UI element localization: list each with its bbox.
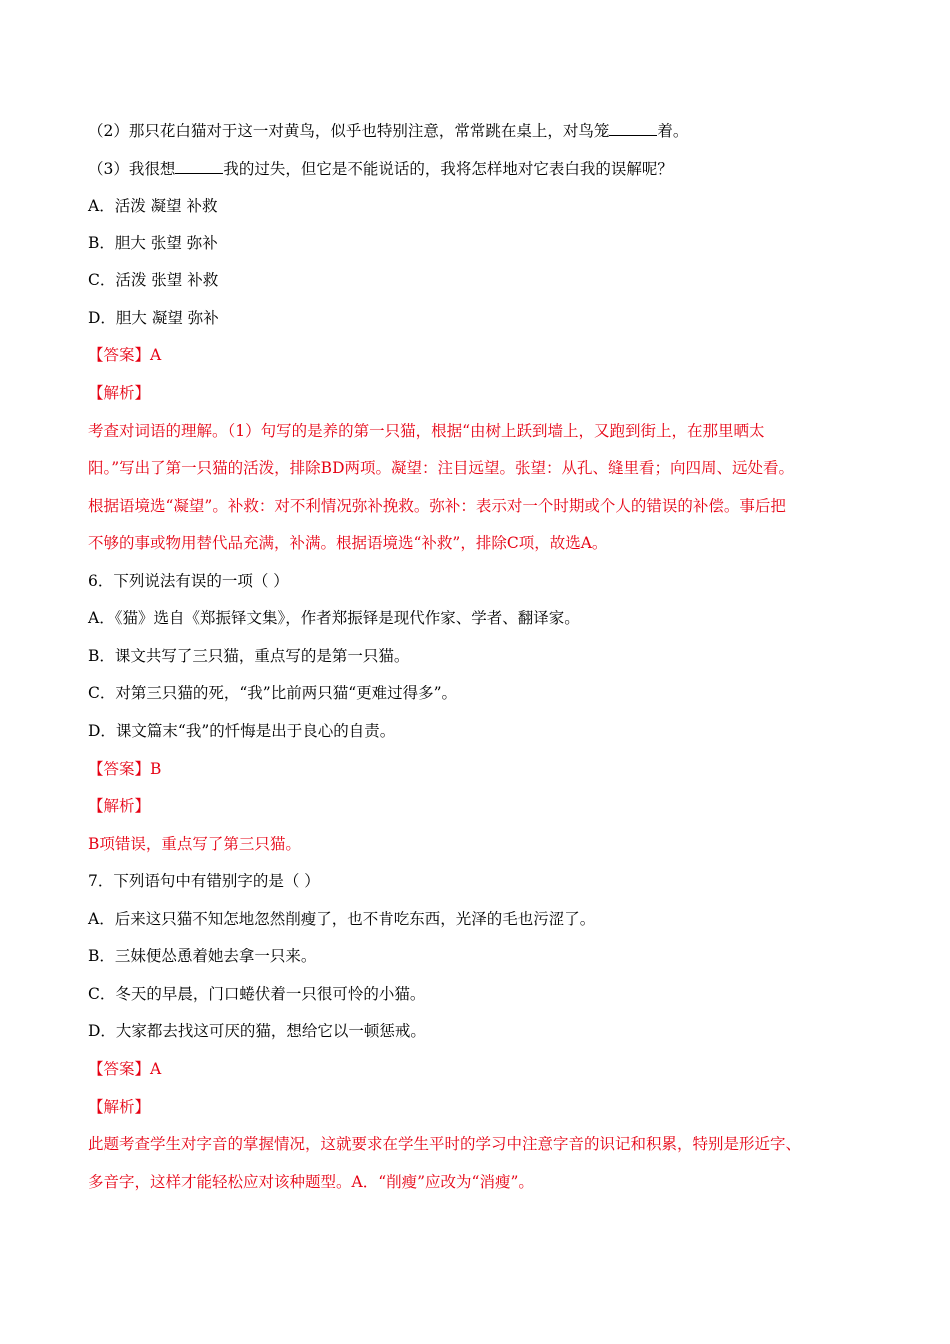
q5-sentence-2-post: 着。 (657, 122, 689, 140)
q6-analysis-label: 【解析】 (88, 797, 151, 815)
q7-stem: 7．下列语句中有错别字的是（ ） (88, 872, 320, 890)
fill-blank (609, 119, 657, 136)
q5-option-d: D．胆大 凝望 弥补 (88, 309, 219, 327)
q7-option-d: D．大家都去找这可厌的猫，想给它以一顿惩戒。 (88, 1022, 426, 1040)
q5-option-c: C．活泼 张望 补救 (88, 271, 219, 289)
q6-option-c: C．对第三只猫的死，“我”比前两只猫“更难过得多”。 (88, 684, 458, 702)
q5-analysis-line: 阳。”写出了第一只猫的活泼，排除BD两项。凝望：注目远望。张望：从孔、缝里看；向四周、远处看。 (88, 459, 794, 477)
q7-analysis-label: 【解析】 (88, 1098, 151, 1116)
q6-option-b: B．课文共写了三只猫，重点写的是第一只猫。 (88, 647, 410, 665)
q7-option-b: B．三妹便怂恿着她去拿一只来。 (88, 947, 317, 965)
q5-sentence-2-pre: （2）那只花白猫对于这一对黄鸟，似乎也特别注意，常常跳在桌上，对鸟笼 (88, 122, 610, 140)
q7-answer: 【答案】A (88, 1060, 162, 1078)
q5-sentence-3-pre: （3）我很想 (88, 160, 176, 178)
q6-answer: 【答案】B (88, 760, 162, 778)
q6-option-d: D．课文篇末“我”的忏悔是出于良心的自责。 (88, 722, 396, 740)
q5-analysis-label: 【解析】 (88, 384, 151, 402)
q5-option-a: A．活泼 凝望 补救 (88, 197, 218, 215)
fill-blank (175, 157, 223, 174)
q7-analysis-line: 此题考查学生对字音的掌握情况，这就要求在学生平时的学习中注意字音的识记和积累，特别是形近字、 (88, 1135, 802, 1153)
q5-sentence-3 (88, 157, 673, 180)
q6-analysis-line: B项错误，重点写了第三只猫。 (88, 835, 301, 853)
q5-analysis-line: 考查对词语的理解。（1）句写的是养的第一只猫，根据“由树上跃到墙上，又跑到街上，在那里晒太 (88, 422, 765, 440)
q5-option-b: B．胆大 张望 弥补 (88, 234, 218, 252)
q5-analysis-line: 不够的事或物用替代品充满，补满。根据语境选“补救”，排除C项，故选A。 (88, 534, 608, 552)
q6-stem: 6．下列说法有误的一项（ ） (88, 572, 289, 590)
q6-option-a: A．《猫》选自《郑振铎文集》，作者郑振铎是现代作家、学者、翻译家。 (88, 609, 580, 627)
q5-answer: 【答案】A (88, 346, 162, 364)
q5-sentence-2 (88, 119, 688, 142)
q5-analysis-line: 根据语境选“凝望”。补救：对不利情况弥补挽救。弥补：表示对一个时期或个人的错误的补偿。事后把 (88, 497, 786, 515)
q7-option-a: A．后来这只猫不知怎地忽然削瘦了，也不肯吃东西，光泽的毛也污涩了。 (88, 910, 596, 928)
q7-option-c: C．冬天的早晨，门口蜷伏着一只很可怜的小猫。 (88, 985, 426, 1003)
q5-sentence-3-post: 我的过失，但它是不能说话的，我将怎样地对它表白我的误解呢？ (223, 160, 673, 178)
q7-analysis-line: 多音字，这样才能轻松应对该种题型。A．“削瘦”应改为“消瘦”。 (88, 1173, 534, 1191)
